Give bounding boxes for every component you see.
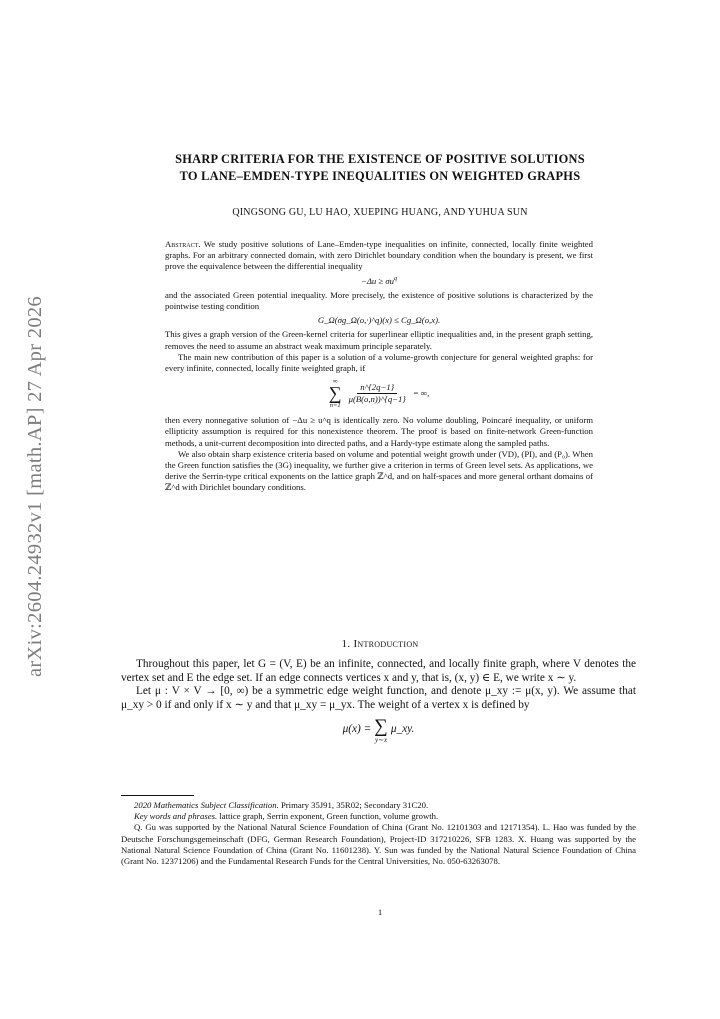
abstract-paragraph-6: We also obtain sharp existence criteria based on volume and potential weight growth under (VD), (PI), and (P₀). When the Green function satisfies the (3G) inequality, we further give a criterion in terms of Green level sets. As applications, we derive the Serrin-type critical exponents on the lattice graph ℤ^d, and on half-spaces and more general orthant domains of ℤ^d with Dirichlet boundary conditions. — [165, 448, 593, 493]
abstract-paragraph-5: then every nonnegative solution of −Δu ≥ u^q is identically zero. No volume doubling, Poincaré inequality, or uniform ellipticity assumption is required for this nonexistence theorem. The proof is based on finite-network Green-function methods, a unit-current decomposition into directed paths, and a Hardy-type estimate along the sampled paths. — [165, 415, 593, 448]
body-paragraph-2: Let μ : V × V → [0, ∞) be a symmetric edge weight function, and denote μ_xy := μ(x, y). We assume that μ_xy > 0 if and only if x ∼ y and that μ_xy = μ_yx. The weight of a vertex x is defined by — [121, 685, 636, 711]
paper-title — [105, 151, 655, 185]
abstract-label: Abstract. — [165, 239, 201, 249]
equation-differential-inequality: $-\Delta u \ge \sigma u^q$ — [360, 275, 398, 286]
arxiv-identifier: arXiv:2604.24932v1 [math.AP] 27 Apr 2026 — [24, 296, 46, 677]
equation-vertex-weight — [121, 718, 636, 744]
section-number: 1. — [341, 638, 351, 650]
footnotes — [121, 800, 636, 867]
abstract-paragraph-2: and the associated Green potential inequality. More precisely, the existence of positive solutions is characterized by the pointwise testing condition — [165, 289, 593, 312]
footnote-rule — [121, 795, 194, 796]
footnote-keywords: Key words and phrases. lattice graph, Serrin exponent, Green function, volume growth. — [134, 811, 439, 822]
sum-upper-limit: ∞ — [332, 378, 338, 386]
abstract-paragraph-1: Abstract. We study positive solutions of Lane–Emden-type inequalities on infinite, connected, locally finite weighted graphs. For an arbitrary connected domain, with zero Dirichlet boundary condition when the boundary is present, we first prove the equivalence between the differential inequality — [165, 239, 593, 272]
fraction-numerator: n^{2q−1} — [357, 382, 397, 394]
section-heading — [105, 638, 655, 650]
equation-volume-growth — [165, 378, 593, 409]
abstract-paragraph-4: The main new contribution of this paper is a solution of a volume-growth conjecture for general weighted graphs: for every infinite, connected, locally finite weighted graph, if — [165, 351, 593, 374]
author-list: QINGSONG GU, LU HAO, XUEPING HUANG, AND YUHUA SUN — [232, 207, 528, 218]
footnote-funding: Q. Gu was supported by the National Natural Science Foundation of China (Grant No. 12101303 and 12171354). L. Hao was funded by the Deutsche Forschungsgemeinschaft (DFG, German Research Foundation), Project-ID 317210226, SFB 1283. X. Huang was supported by the National Natural Science Foundation of China (Grant No. 11601238). Y. Sun was funded by the National Natural Science Foundation of China (Grant No. 12371206) and the Fundamental Research Funds for the Central Universities, No. 050-63263078. — [121, 822, 636, 867]
page-number: 1 — [377, 907, 383, 917]
equation-testing-condition: G_Ω(σg_Ω(o,·)^q)(x) ≤ Cg_Ω(o,x). — [317, 315, 441, 326]
footnote-msc: 2020 Mathematics Subject Classification. Primary 35J91, 35R02; Secondary 31C20. — [134, 800, 429, 810]
weight-sum-symbol: ∑ — [374, 716, 388, 738]
sum-symbol: ∑ — [328, 383, 342, 404]
weight-lhs: μ(x) = — [342, 723, 372, 736]
sum-lower-limit: n=1 — [329, 402, 341, 410]
abstract — [165, 239, 593, 494]
weight-rhs: μ_xy. — [390, 723, 415, 736]
fraction-denominator: μ(B(o,n))^{q−1} — [348, 394, 406, 405]
title-line-1: SHARP CRITERIA FOR THE EXISTENCE OF POSITIVE SOLUTIONS — [175, 152, 585, 166]
main-text — [121, 658, 636, 744]
arxiv-sidebar — [19, 282, 51, 677]
weight-sum-lower: y∼x — [374, 736, 388, 745]
section-title: Introduction — [353, 638, 419, 650]
abstract-paragraph-3: This gives a graph version of the Green-kernel criteria for superlinear elliptic inequalities and, in the present graph setting, removes the need to assume an abstract weak maximum principle separately. — [165, 329, 593, 351]
title-line-2: TO LANE–EMDEN-TYPE INEQUALITIES ON WEIGHTED GRAPHS — [179, 169, 581, 183]
body-paragraph-1: Throughout this paper, let G = (V, E) be an infinite, connected, and locally finite graph, where V denotes the vertex set and E the edge set. If an edge connects vertices x and y, that is, (x, y) ∈ E, we write x ∼ y. — [121, 658, 636, 684]
equation-rhs: = ∞, — [412, 388, 430, 399]
